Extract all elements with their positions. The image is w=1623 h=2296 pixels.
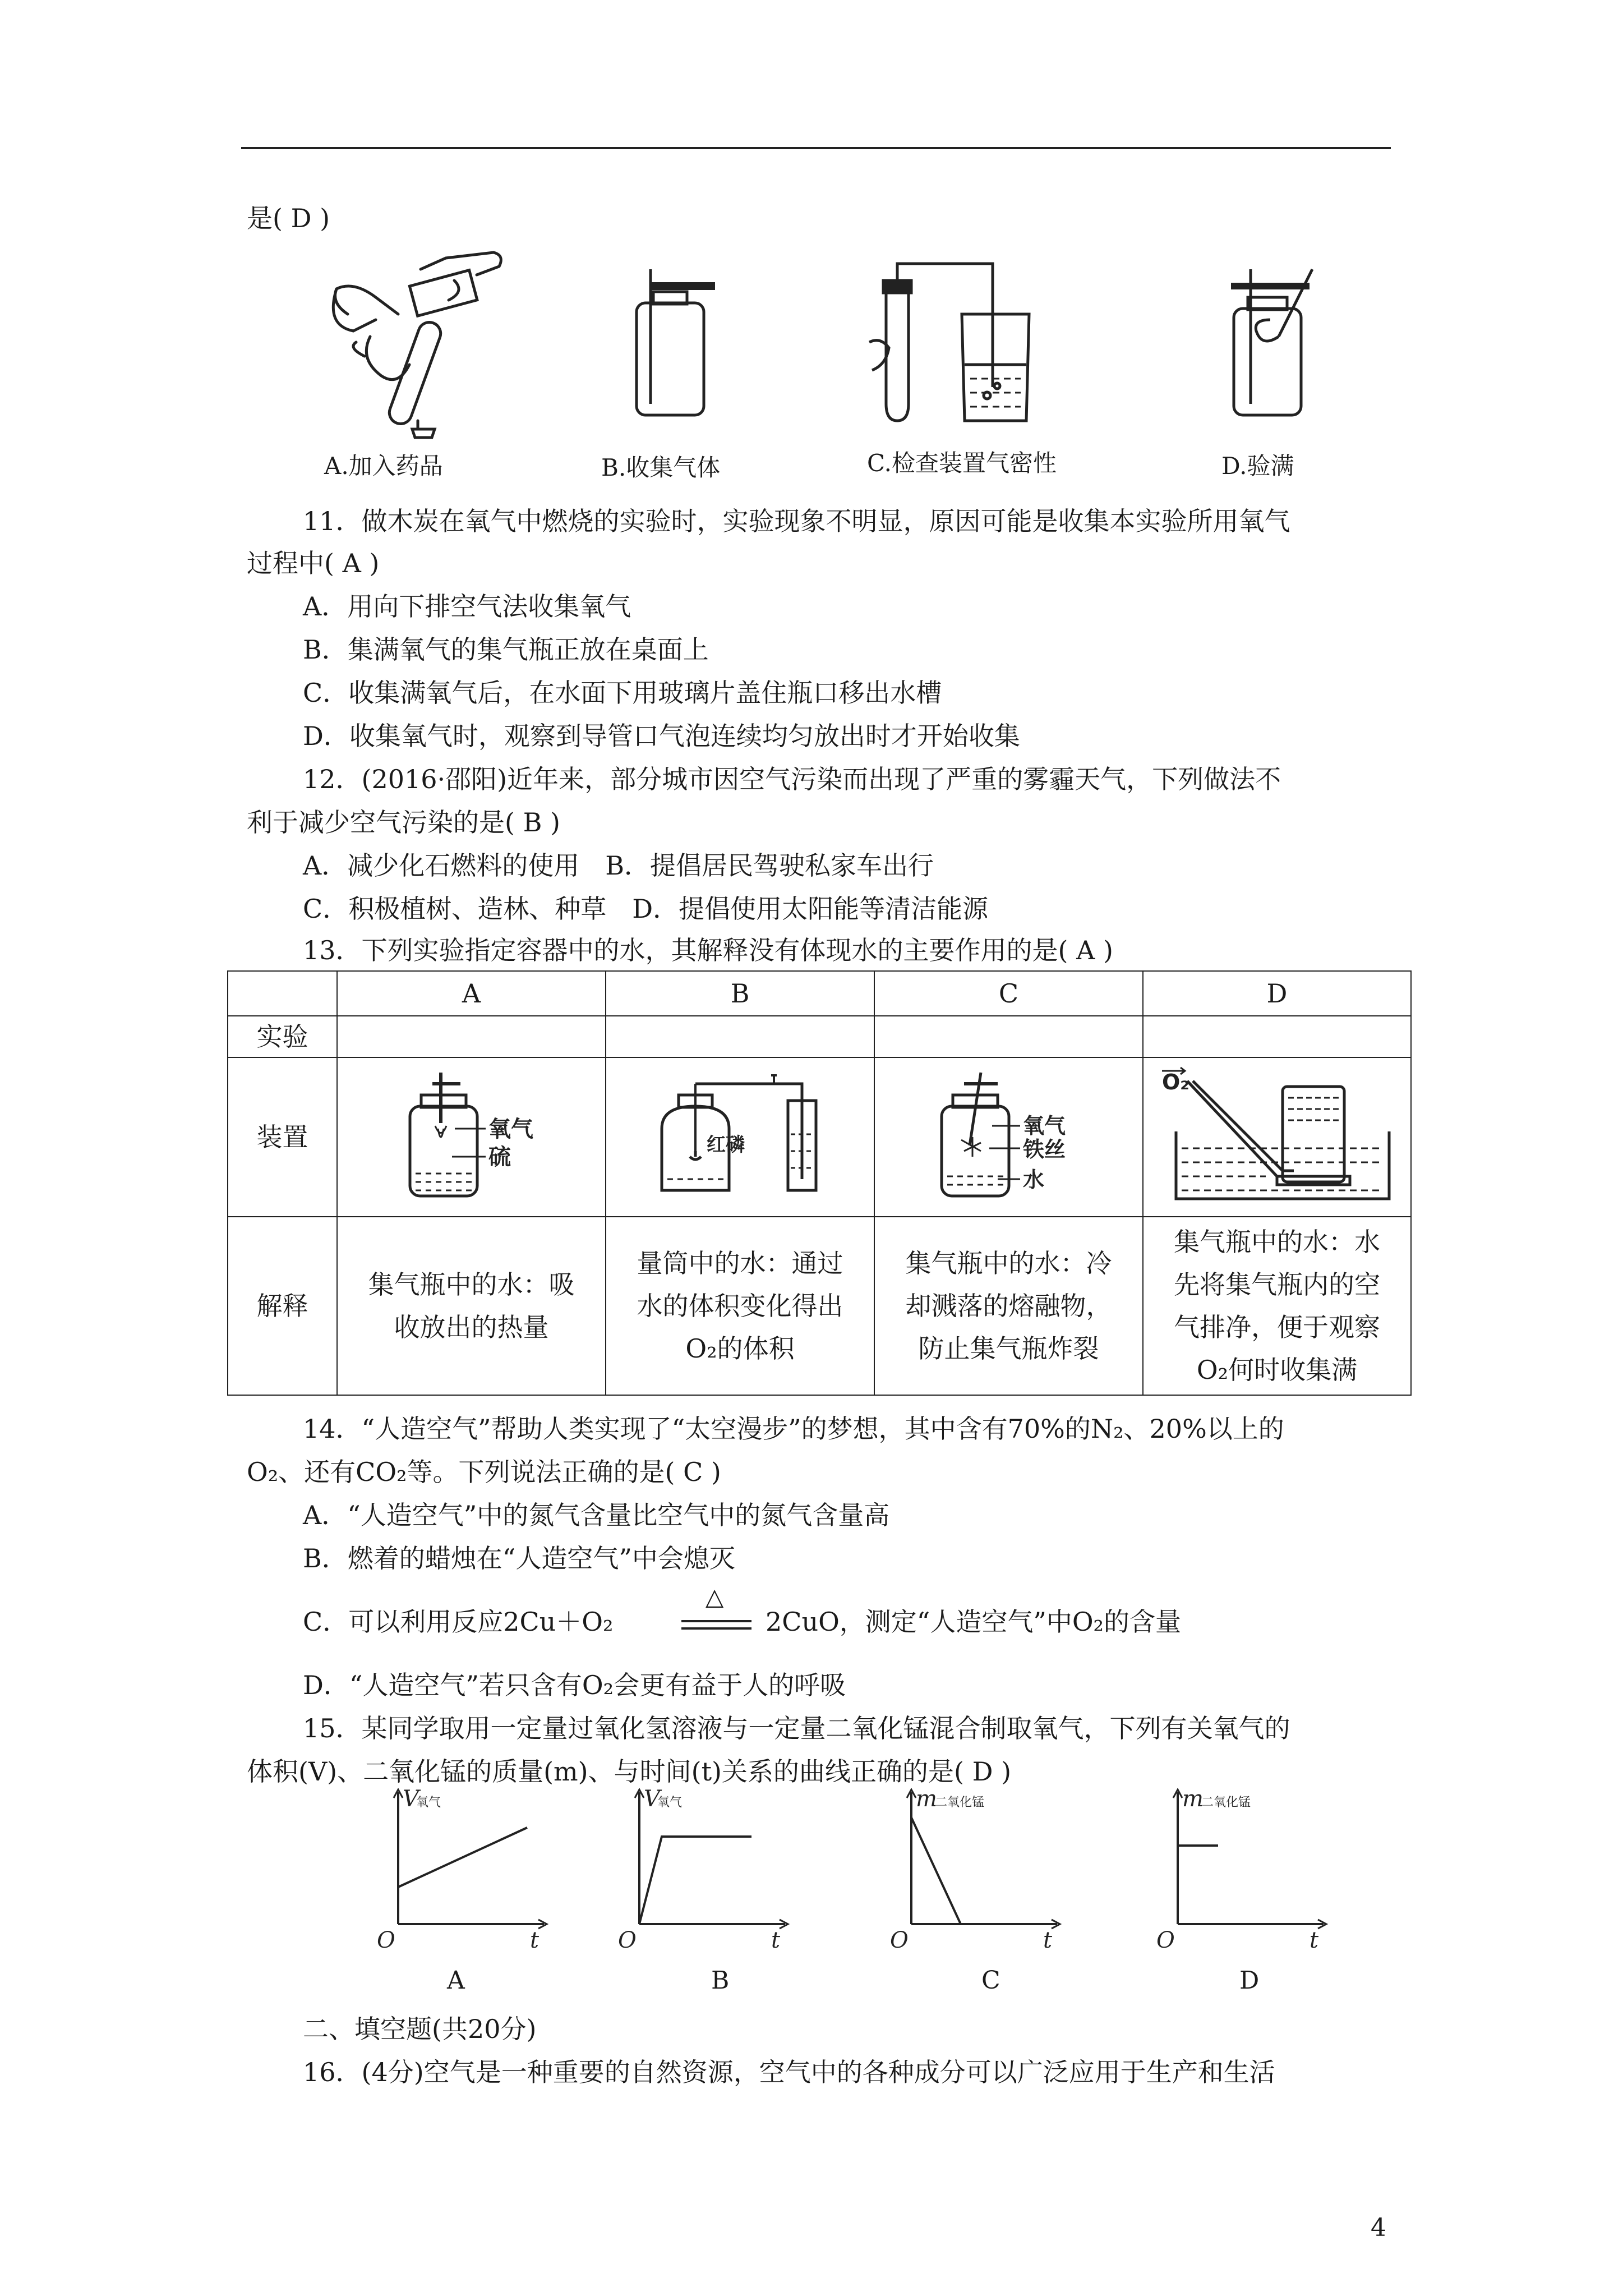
q14-option-a: A．“人造空气”中的氮气含量比空气中的氮气含量高 xyxy=(303,1500,890,1530)
chart-c-y-label: m xyxy=(916,1786,937,1812)
explanation-b: 量筒中的水：通过 水的体积变化得出 O₂的体积 xyxy=(606,1217,874,1395)
q14-option-d: D．“人造空气”若只含有O₂会更有益于人的呼吸 xyxy=(303,1670,846,1700)
label-sulfur: 硫 xyxy=(488,1144,511,1170)
row-label-explanation: 解释 xyxy=(228,1217,337,1395)
option-a-caption: A.加入药品 xyxy=(324,452,443,480)
chart-d-y-sublabel: 二氧化锰 xyxy=(1201,1796,1251,1810)
col-header-b: B xyxy=(606,971,874,1016)
q11-stem-2: 过程中( A ) xyxy=(247,548,380,578)
label-iron-wire: 铁丝 xyxy=(1022,1137,1066,1162)
row-label-apparatus: 装置 xyxy=(228,1057,337,1217)
q14-stem-1: 14．“人造空气”帮助人类实现了“太空漫步”的梦想，其中含有70%的N₂、20%以上的 xyxy=(303,1414,1284,1444)
chart-c-origin: O xyxy=(890,1927,909,1953)
chart-b-origin: O xyxy=(618,1927,637,1953)
chart-c-y-sublabel: 二氧化锰 xyxy=(935,1796,985,1810)
col-header-a: A xyxy=(337,971,606,1016)
q11-option-b: B．集满氧气的集气瓶正放在桌面上 xyxy=(303,634,709,665)
q12-options-1: A．减少化石燃料的使用 B．提倡居民驾驶私家车出行 xyxy=(303,850,934,881)
chart-a-y-sublabel: 氧气 xyxy=(416,1796,441,1810)
explanation-c: 集气瓶中的水：冷 却溅落的熔融物， 防止集气瓶炸裂 xyxy=(874,1217,1143,1395)
chart-caption-d: D xyxy=(1239,1966,1260,1995)
chart-d-x-label: t xyxy=(1310,1927,1319,1953)
q12-options-2: C．积极植树、造林、种草 D．提倡使用太阳能等清洁能源 xyxy=(303,894,989,924)
chart-a-curve xyxy=(398,1828,527,1887)
row-label-experiment: 实验 xyxy=(228,1016,337,1057)
q11-stem-1: 11．做木炭在氧气中燃烧的实验时，实验现象不明显，原因可能是收集本实验所用氧气 xyxy=(303,506,1290,536)
col-header-c: C xyxy=(874,971,1143,1016)
q12-stem-2: 利于减少空气污染的是( B ) xyxy=(247,807,560,838)
q11-option-d: D．收集氧气时，观察到导管口气泡连续均匀放出时才开始收集 xyxy=(303,721,1020,751)
chart-b-y-label: V xyxy=(644,1786,660,1812)
label-water: 水 xyxy=(1022,1167,1044,1192)
q12-stem-1: 12．(2016·邵阳)近年来，部分城市因空气污染而出现了严重的雾霾天气，下列做法不 xyxy=(303,764,1281,794)
q13-stem: 13．下列实验指定容器中的水，其解释没有体现水的主要作用的是( A ) xyxy=(303,935,1113,965)
label-oxygen-c: 氧气 xyxy=(1022,1114,1066,1138)
chart-caption-c: C xyxy=(981,1966,1000,1995)
q14-stem-2: O₂、还有CO₂等。下列说法正确的是( C ) xyxy=(247,1457,721,1487)
q15-stem-2: 体积(V)、二氧化锰的质量(m)、与时间(t)关系的曲线正确的是( D ) xyxy=(247,1756,1012,1787)
chart-c-x-label: t xyxy=(1043,1927,1053,1953)
q15-stem-1: 15．某同学取用一定量过氧化氢溶液与一定量二氧化锰混合制取氧气，下列有关氧气的 xyxy=(303,1713,1290,1743)
reaction-condition: △ xyxy=(706,1583,724,1611)
col-header-d: D xyxy=(1143,971,1411,1016)
chart-b-curve xyxy=(639,1837,751,1924)
explanation-a: 集气瓶中的水：吸 收放出的热量 xyxy=(337,1217,606,1395)
section-2-heading: 二、填空题(共20分) xyxy=(303,2014,537,2044)
chart-a-x-label: t xyxy=(530,1927,540,1953)
chart-a-origin: O xyxy=(377,1927,395,1953)
q16-stem: 16．(4分)空气是一种重要的自然资源，空气中的各种成分可以广泛应用于生产和生活 xyxy=(303,2057,1275,2087)
q11-option-c: C．收集满氧气后，在水面下用玻璃片盖住瓶口移出水槽 xyxy=(303,678,942,708)
option-d-caption: D.验满 xyxy=(1221,452,1294,480)
q10-tail: 是( D ) xyxy=(247,203,330,233)
label-red-phosphorus: 红磷 xyxy=(706,1134,745,1156)
chart-d-y-label: m xyxy=(1182,1786,1204,1812)
label-oxygen-a: 氧气 xyxy=(488,1116,533,1142)
q11-option-a: A．用向下排空气法收集氧气 xyxy=(303,591,631,622)
q14-option-c-after: 2CuO，测定“人造空气”中O₂的含量 xyxy=(766,1607,1181,1637)
page-number: 4 xyxy=(1371,2214,1386,2242)
chart-b-y-sublabel: 氧气 xyxy=(657,1796,683,1810)
chart-b-x-label: t xyxy=(771,1927,781,1953)
chart-caption-b: B xyxy=(711,1966,730,1995)
label-o2-d: O₂ xyxy=(1162,1070,1189,1094)
chart-caption-a: A xyxy=(447,1966,465,1995)
explanation-d: 集气瓶中的水：水 先将集气瓶内的空 气排净，便于观察 O₂何时收集满 xyxy=(1143,1217,1411,1395)
option-b-caption: B.收集气体 xyxy=(601,454,721,481)
q14-option-b: B．燃着的蜡烛在“人造空气”中会熄灭 xyxy=(303,1543,735,1573)
chart-a-y-label: V xyxy=(403,1786,419,1812)
chart-c-curve xyxy=(911,1818,961,1924)
q14-option-c: C．可以利用反应2Cu＋O₂ xyxy=(303,1607,614,1637)
option-c-caption: C.检查装置气密性 xyxy=(867,449,1057,477)
chart-d-origin: O xyxy=(1156,1927,1175,1953)
